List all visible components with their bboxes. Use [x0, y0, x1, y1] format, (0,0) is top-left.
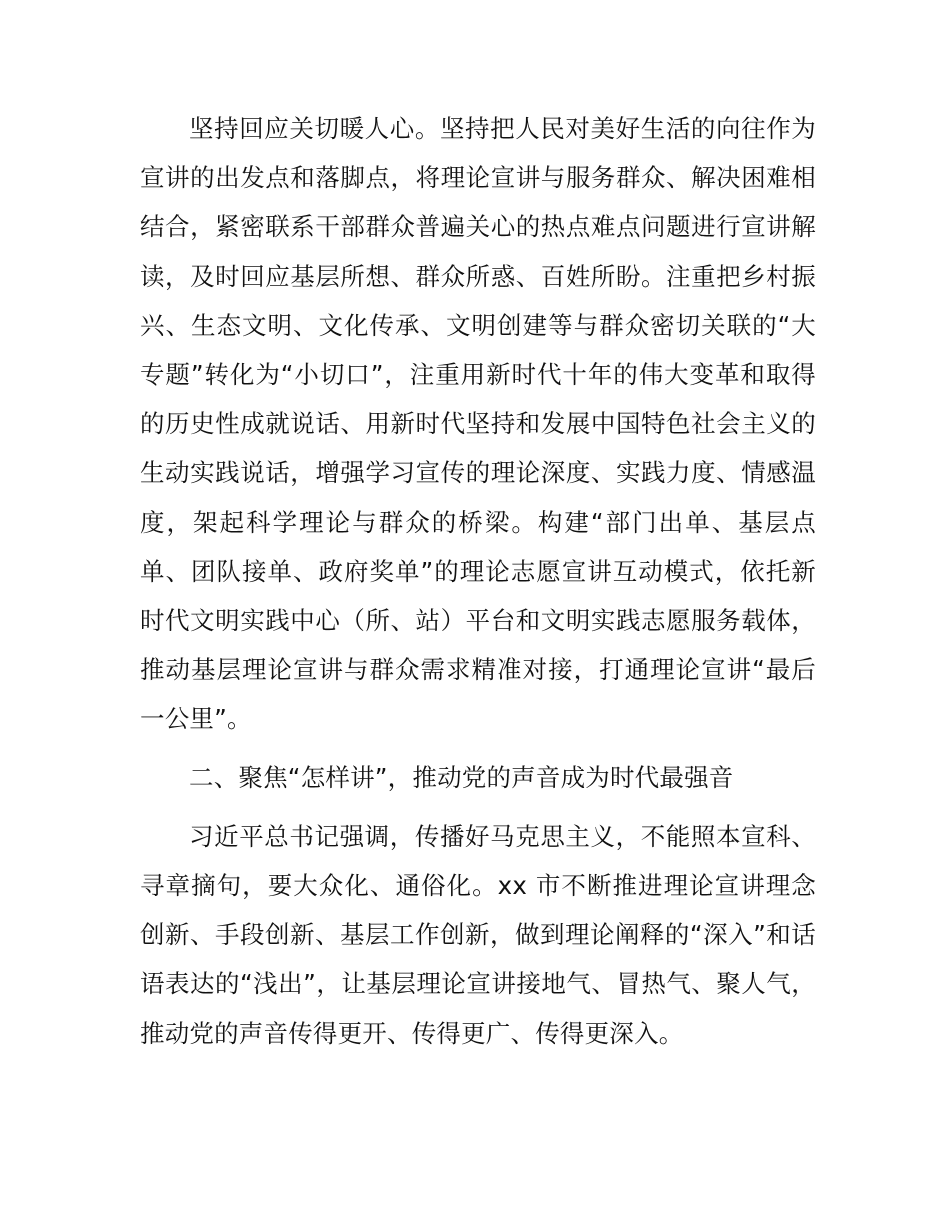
document-body: [140, 104, 816, 1067]
body-paragraph-2: 习近平总书记强调，传播好马克思主义，不能照本宣科、寻章摘句，要大众化、通俗化。xx 市不断推进理论宣讲理念创新、手段创新、基层工作创新，做到理论阐释的“深入”和话语表达的“浅出”，让基层理论宣讲接地气、冒热气、聚人气，推动党的声音传得更开、传得更广、传得更深入。: [140, 821, 816, 1048]
section-heading: 二、聚焦“怎样讲”，推动党的声音成为时代最强音: [189, 762, 734, 792]
body-paragraph-1: 坚持回应关切暖人心。坚持把人民对美好生活的向往作为宣讲的出发点和落脚点，将理论宣讲与服务群众、解决困难相结合，紧密联系干部群众普遍关心的热点难点问题进行宣讲解读，及时回应基层所想、群众所惑、百姓所盼。注重把乡村振兴、生态文明、文化传承、文明创建等与群众密切关联的“大专题”转化为“小切口”，注重用新时代十年的伟大变革和取得的历史性成就说话、用新时代坚持和发展中国特色社会主义的生动实践说话，增强学习宣传的理论深度、实践力度、情感温度，架起科学理论与群众的桥梁。构建“部门出单、基层点单、团队接单、政府奖单”的理论志愿宣讲互动模式，依托新时代文明实践中心（所、站）平台和文明实践志愿服务载体，推动基层理论宣讲与群众需求精准对接，打通理论宣讲“最后一公里”。: [140, 114, 816, 734]
